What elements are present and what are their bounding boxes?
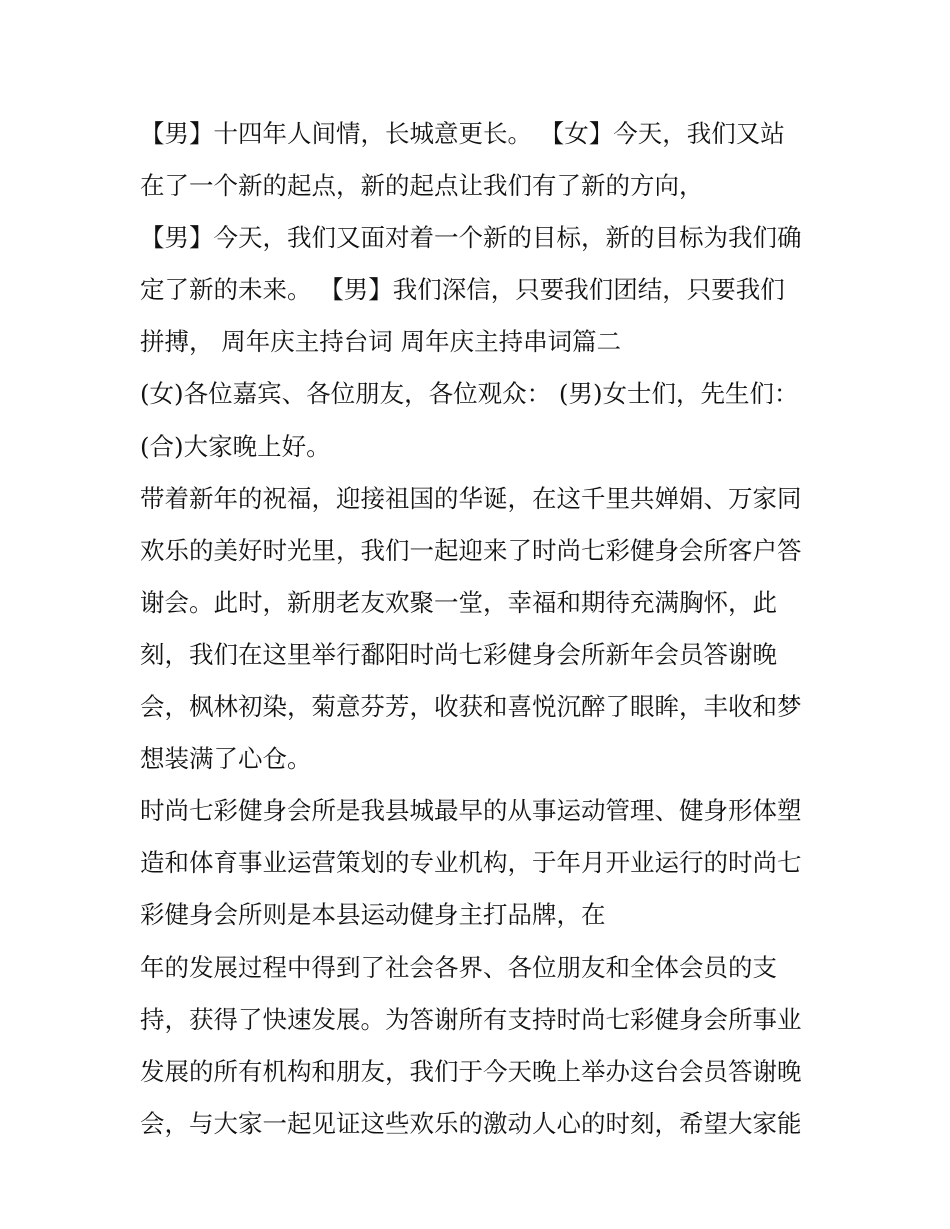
- text-line: 年的发展过程中得到了社会各界、各位朋友和全体会员的支: [140, 952, 777, 982]
- text-line: 造和体育事业运营策划的专业机构，于年月开业运行的时尚七: [140, 848, 802, 878]
- text-line: 持，获得了快速发展。为答谢所有支持时尚七彩健身会所事业: [140, 1004, 802, 1034]
- text-line: 在了一个新的起点，新的起点让我们有了新的方向，: [140, 171, 704, 201]
- text-line: (女)各位嘉宾、各位朋友，各位观众： (男)女士们，先生们：: [140, 379, 799, 409]
- text-line: 想装满了心仓。: [140, 744, 312, 774]
- text-line: 会，枫林初染，菊意芬芳，收获和喜悦沉醉了眼眸，丰收和梦: [140, 692, 802, 722]
- text-line: 彩健身会所则是本县运动健身主打品牌，在: [140, 900, 606, 930]
- text-line: 带着新年的祝福，迎接祖国的华诞，在这千里共婵娟、万家同: [140, 483, 802, 513]
- text-line: 定了新的未来。 【男】我们深信，只要我们团结，只要我们: [140, 275, 785, 305]
- text-line: (合)大家晚上好。: [140, 431, 331, 461]
- text-line: 会，与大家一起见证这些欢乐的激动人心的时刻，希望大家能: [140, 1108, 802, 1138]
- text-line: 欢乐的美好时光里，我们一起迎来了时尚七彩健身会所客户答: [140, 535, 802, 565]
- text-line: 谢会。此时，新朋老友欢聚一堂，幸福和期待充满胸怀，此: [140, 587, 777, 617]
- text-line: 发展的所有机构和朋友，我们于今天晚上举办这台会员答谢晚: [140, 1056, 802, 1086]
- document-body: [140, 108, 820, 1150]
- text-line: 【男】十四年人间情，长城意更长。 【女】今天，我们又站: [140, 119, 785, 148]
- text-line: 拼搏， 周年庆主持台词 周年庆主持串词篇二: [140, 327, 622, 357]
- text-line: 时尚七彩健身会所是我县城最早的从事运动管理、健身形体塑: [140, 796, 802, 826]
- text-line: 刻，我们在这里举行鄱阳时尚七彩健身会所新年会员答谢晚: [140, 639, 777, 669]
- text-line: 【男】今天，我们又面对着一个新的目标，新的目标为我们确: [140, 223, 802, 253]
